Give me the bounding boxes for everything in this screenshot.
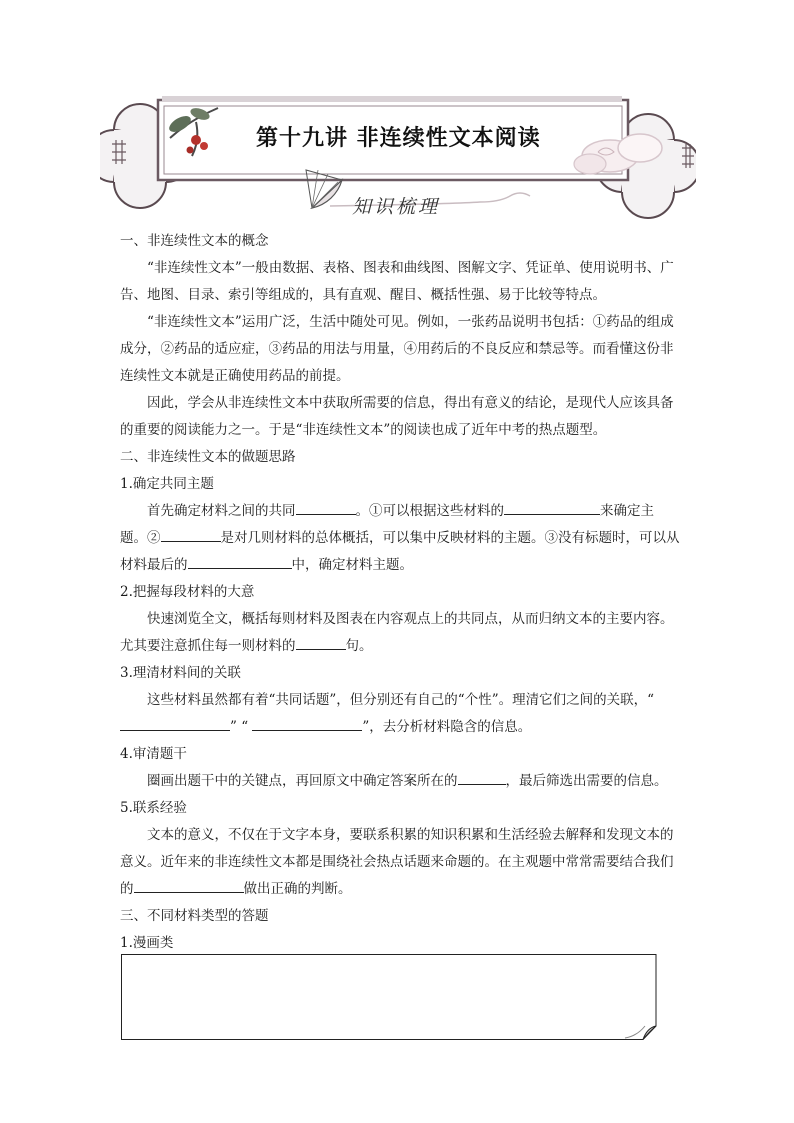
item-3-text-part: ” “ xyxy=(230,719,253,735)
item-3-title: 3.理清材料间的关联 xyxy=(120,665,241,681)
item-2-text xyxy=(120,606,680,660)
section-label: 知识梳理 xyxy=(352,196,441,218)
section-2-heading: 二、非连续性文本的做题思路 xyxy=(120,449,296,465)
section-3-heading: 三、不同材料类型的答题 xyxy=(120,908,269,924)
item-4-text-part: ，最后筛选出需要的信息。 xyxy=(505,773,668,789)
item-4-text xyxy=(120,768,680,795)
section-3-item-1-title: 1.漫画类 xyxy=(120,935,174,951)
item-1-title: 1.确定共同主题 xyxy=(120,476,214,492)
item-1-text xyxy=(120,498,680,579)
fill-blank[interactable] xyxy=(188,552,292,569)
section-1-paragraph-2: “非连续性文本”运用广泛，生活中随处可见。例如，一张药品说明书包括：①药品的组成成分，②药品的适应症，③药品的用法与用量，④用药后的不良反应和禁忌等。而看懂这份非连续性文本就是正确使用药品的前提。 xyxy=(120,314,674,384)
page-title: 第十九讲 非连续性文本阅读 xyxy=(256,125,541,151)
item-5-title: 5.联系经验 xyxy=(120,800,187,816)
fill-blank[interactable] xyxy=(134,876,244,893)
item-5-text xyxy=(120,822,680,903)
section-1-paragraph-3: 因此，学会从非连续性文本中获取所需要的信息，得出有意义的结论，是现代人应该具备的重要的阅读能力之一。于是“非连续性文本”的阅读也成了近年中考的热点题型。 xyxy=(120,395,674,438)
item-3-text-part: ”，去分析材料隐含的信息。 xyxy=(362,719,532,735)
fill-blank[interactable] xyxy=(458,768,506,785)
item-4-text-part: 圈画出题干中的关键点，再回原文中确定答案所在的 xyxy=(147,773,458,789)
fill-blank[interactable] xyxy=(120,714,230,731)
fill-blank[interactable] xyxy=(252,714,362,731)
item-3-text-part: 这些材料虽然都有着“共同话题”，但分别还有自己的“个性”。理清它们之间的关联，“ xyxy=(147,692,655,708)
item-1-text-part: 首先确定材料之间的共同 xyxy=(147,503,296,519)
item-1-text-part: 。①可以根据这些材料的 xyxy=(355,503,504,519)
item-3-text xyxy=(120,687,680,741)
item-4-title: 4.审清题干 xyxy=(120,746,187,762)
item-2-title: 2.把握每段材料的大意 xyxy=(120,584,255,600)
item-1-text-part: 来确定主题。② xyxy=(120,503,654,546)
section-1-paragraph-1: “非连续性文本”一般由数据、表格、图表和曲线图、图解文字、凭证单、使用说明书、广告、地图、目录、索引等组成的，具有直观、醒目、概括性强、易于比较等特点。 xyxy=(120,260,674,303)
item-1-text-part: 中，确定材料主题。 xyxy=(291,557,413,573)
comic-answer-box[interactable] xyxy=(121,954,657,1040)
item-5-text-part: 做出正确的判断。 xyxy=(243,881,352,897)
document-body xyxy=(120,228,680,957)
fill-blank[interactable] xyxy=(296,633,346,650)
item-5-text-part: 文本的意义，不仅在于文字本身，要联系积累的知识积累和生活经验去解释和发现文本的意义。近年来的非连续性文本都是围绕社会热点话题来命题的。在主观题中常常需要结合我们的 xyxy=(120,827,674,897)
fill-blank[interactable] xyxy=(504,498,600,515)
item-2-text-part: 快速浏览全文，概括每则材料及图表在内容观点上的共同点，从而归纳文本的主要内容。尤其要注意抓住每一则材料的 xyxy=(120,611,674,654)
section-1-heading: 一、非连续性文本的概念 xyxy=(120,233,269,249)
answer-box-frame xyxy=(121,954,657,1040)
fill-blank[interactable] xyxy=(161,525,221,542)
fill-blank[interactable] xyxy=(296,498,356,515)
item-2-text-part: 句。 xyxy=(345,638,373,654)
item-1-text-part: 是对几则材料的总体概括，可以集中反映材料的主题。③没有标题时，可以从材料最后的 xyxy=(120,530,680,573)
